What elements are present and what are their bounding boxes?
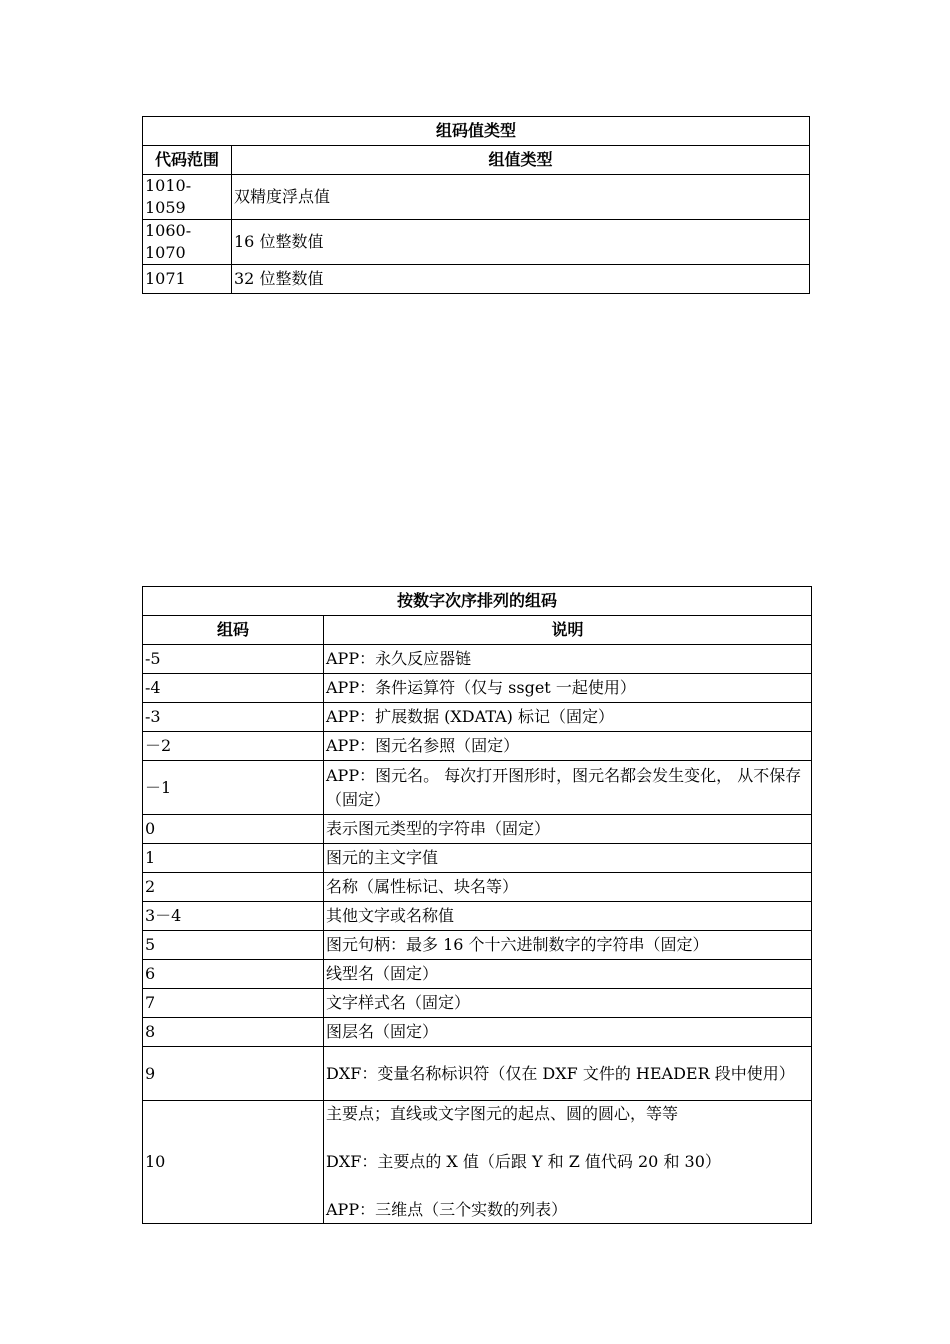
group-code-cell: 10 (143, 1101, 324, 1224)
description-cell: 其他文字或名称值 (324, 902, 812, 931)
column-header-code-range: 代码范围 (143, 146, 232, 175)
description-cell: 线型名（固定） (324, 960, 812, 989)
description-line: 主要点；直线或文字图元的起点、圆的圆心，等等 (326, 1104, 679, 1123)
description-cell: 图层名（固定） (324, 1018, 812, 1047)
table-row (143, 1018, 812, 1047)
group-code-cell: 1 (143, 844, 324, 873)
description-line: APP：三维点（三个实数的列表） (326, 1200, 568, 1219)
value-type-cell: 双精度浮点值 (232, 175, 810, 220)
column-header-value-type: 组值类型 (232, 146, 810, 175)
description-cell: APP：扩展数据 (XDATA) 标记（固定） (324, 703, 812, 732)
table-row (143, 844, 812, 873)
description-cell: 文字样式名（固定） (324, 989, 812, 1018)
description-cell: APP：图元名。 每次打开图形时，图元名都会发生变化， 从不保存（固定） (324, 761, 812, 815)
table-row (143, 989, 812, 1018)
value-type-cell: 16 位整数值 (232, 220, 810, 265)
table-row (143, 703, 812, 732)
table-row (143, 732, 812, 761)
table-row (143, 674, 812, 703)
group-code-cell: 5 (143, 931, 324, 960)
group-code-cell: 2 (143, 873, 324, 902)
group-codes-numerical-table (142, 586, 812, 1224)
code-range-cell: 1010-1059 (143, 175, 232, 220)
table-title: 按数字次序排列的组码 (143, 587, 812, 616)
description-cell: 图元的主文字值 (324, 844, 812, 873)
table-row (143, 645, 812, 674)
description-line: DXF：主要点的 X 值（后跟 Y 和 Z 值代码 20 和 30） (326, 1152, 721, 1171)
description-cell: 表示图元类型的字符串（固定） (324, 815, 812, 844)
description-cell (324, 1101, 812, 1224)
group-code-cell: 0 (143, 815, 324, 844)
value-type-cell: 32 位整数值 (232, 265, 810, 294)
table-row (143, 815, 812, 844)
table-row (143, 1101, 812, 1224)
table-row (143, 175, 810, 220)
description-cell: APP：永久反应器链 (324, 645, 812, 674)
description-cell: APP：图元名参照（固定） (324, 732, 812, 761)
group-code-cell: -3 (143, 703, 324, 732)
group-code-cell: -4 (143, 674, 324, 703)
table-row (143, 265, 810, 294)
description-cell: APP：条件运算符（仅与 ssget 一起使用） (324, 674, 812, 703)
group-code-cell: 8 (143, 1018, 324, 1047)
table-row (143, 960, 812, 989)
group-code-cell: 9 (143, 1047, 324, 1101)
group-value-types-table (142, 116, 810, 294)
table-row (143, 931, 812, 960)
group-code-cell: －2 (143, 732, 324, 761)
table-row (143, 873, 812, 902)
column-header-group-code: 组码 (143, 616, 324, 645)
group-code-cell: -5 (143, 645, 324, 674)
code-range-cell: 1060-1070 (143, 220, 232, 265)
column-header-description: 说明 (324, 616, 812, 645)
table-title: 组码值类型 (143, 117, 810, 146)
description-cell: 名称（属性标记、块名等） (324, 873, 812, 902)
description-cell: 图元句柄：最多 16 个十六进制数字的字符串（固定） (324, 931, 812, 960)
table-row (143, 902, 812, 931)
table-row (143, 1047, 812, 1101)
table-row (143, 220, 810, 265)
code-range-cell: 1071 (143, 265, 232, 294)
table-row (143, 761, 812, 815)
group-code-cell: －1 (143, 761, 324, 815)
description-cell: DXF：变量名称标识符（仅在 DXF 文件的 HEADER 段中使用） (324, 1047, 812, 1101)
group-code-cell: 3－4 (143, 902, 324, 931)
group-code-cell: 6 (143, 960, 324, 989)
group-code-cell: 7 (143, 989, 324, 1018)
